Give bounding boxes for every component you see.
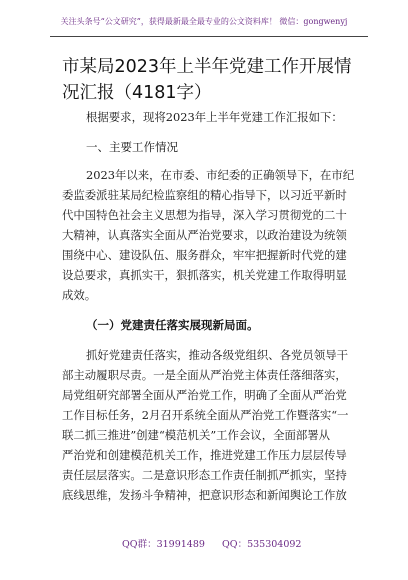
paragraph-line: 责任层层落实。二是意识形态工作责任制抓严抓实，坚持 <box>62 468 347 482</box>
header-banner: 关注头条号“公文研究”，获得最新最全最专业的公文资料库！ 微信：gongwenyj <box>60 17 348 26</box>
paragraph-line: 代中国特色社会主义思想为指导，深入学习贯彻党的二十 <box>62 208 347 222</box>
paragraph-line: 设总要求，真抓实干，狠抓落实，机关党建工作取得明显 <box>62 268 347 282</box>
paragraph-line: 大精神，认真落实全面从严治党要求，以政治建设为统领 <box>62 228 347 242</box>
paragraph-line: 成效。 <box>62 288 97 302</box>
paragraph-line: 联二抓三推进”创建“模范机关”工作会议，全面部署从 <box>62 428 331 442</box>
section-heading-main-work: 一、主要工作情况 <box>86 140 178 154</box>
footer-qq-group: QQ群：31991489 <box>122 539 205 550</box>
intro-paragraph: 根据要求，现将2023年上半年党建工作汇报如下： <box>86 110 343 124</box>
paragraph-line: 工作目标任务，2月召开系统全面从严治党工作暨落实“一 <box>62 408 349 422</box>
paragraph-line: 委监委派驻某局纪检监察组的精心指导下，以习近平新时 <box>62 188 347 202</box>
paragraph-line: 严治党和创建模范机关工作，推进党建工作压力层层传导 <box>62 448 347 462</box>
paragraph-line: 2023年以来，在市委、市纪委的正确领导下，在市纪 <box>86 168 355 182</box>
paragraph-line: 部主动履职尽责。一是全面从严治党主体责任落细落实， <box>62 368 347 382</box>
footer-qq: QQ：535304092 <box>222 539 302 550</box>
paragraph-line: 抓好党建责任落实，推动各级党组织、各党员领导干 <box>86 348 348 362</box>
paragraph-line: 底线思维，发扬斗争精神，把意识形态和新闻舆论工作放 <box>62 488 347 502</box>
paragraph-line: 局党组研究部署全面从严治党工作，明确了全面从严治党 <box>62 388 347 402</box>
document-title: 市某局2023年上半年党建工作开展情况汇报（4181字） <box>62 57 352 103</box>
subsection-heading-responsibility: （一）党建责任落实展现新局面。 <box>86 318 259 332</box>
paragraph-line: 围绕中心、建设队伍、服务群众，牢牢把握新时代党的建 <box>62 248 347 262</box>
header-divider <box>50 36 368 37</box>
